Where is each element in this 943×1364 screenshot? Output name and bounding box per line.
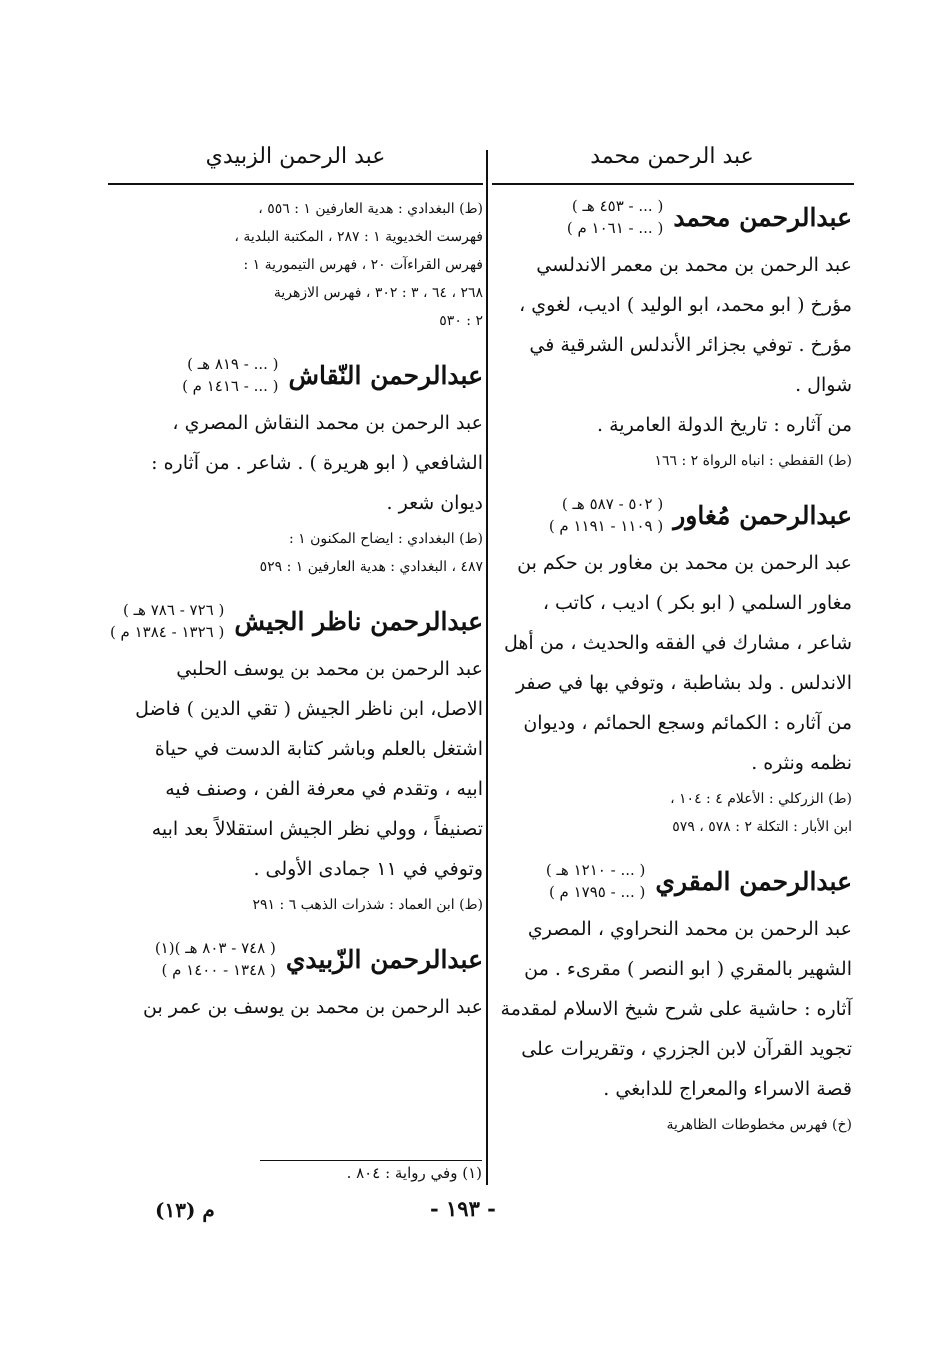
date-line: ( ١١٠٩ - ١١٩١ م ) bbox=[548, 517, 664, 535]
reference-line: (ط) الزركلي : الأعلام ٤ : ١٠٤ ، bbox=[670, 791, 852, 807]
entry-references bbox=[492, 1111, 852, 1139]
entry-name: عبدالرحمن النّقاش bbox=[288, 360, 483, 390]
entry-dates bbox=[567, 195, 663, 239]
entry-heading bbox=[492, 859, 852, 903]
entry-body bbox=[492, 543, 852, 783]
reference-line: ٤٨٧ ، البغدادي : هدية العارفين ١ : ٥٢٩ bbox=[259, 559, 483, 575]
body-line: عبد الرحمن بن محمد بن يوسف بن عمر بن bbox=[142, 996, 483, 1018]
biography-entry bbox=[492, 859, 852, 1139]
entry-body bbox=[108, 987, 483, 1027]
entry-body bbox=[492, 909, 852, 1109]
reference-line: ٢٦٨ ، ٦٤ ، ٣ : ٣٠٢ ، فهرس الازهرية bbox=[273, 285, 483, 301]
right-column-header: عبد الرحمن محمد bbox=[590, 144, 754, 169]
date-line: ( ١٣٤٨ - ١٤٠٠ م ) bbox=[161, 961, 276, 979]
date-line: ( ... - ٨١٩ هـ ) bbox=[187, 355, 279, 373]
body-line: وتوفي في ١١ جمادى الأولى . bbox=[253, 858, 483, 880]
reference-line: (خ) فهرس مخطوطات الظاهرية bbox=[666, 1117, 852, 1133]
body-line: تجويد القرآن لابن الجزري ، وتقريرات على bbox=[521, 1038, 852, 1060]
entry-body bbox=[108, 649, 483, 889]
body-line: عبد الرحمن بن محمد بن معمر الاندلسي bbox=[536, 254, 852, 276]
body-line: من آثاره : تاريخ الدولة العامرية . bbox=[597, 414, 852, 436]
entry-body bbox=[492, 245, 852, 445]
entry-references bbox=[492, 785, 852, 841]
left-column bbox=[108, 135, 483, 1045]
footnote: (١) وفي رواية : ٨٠٤ . bbox=[346, 1164, 482, 1182]
reference-line: (ط) القفطي : انباه الرواة ٢ : ١٦٦ bbox=[654, 453, 852, 469]
body-line: عبد الرحمن بن محمد النحراوي ، المصري bbox=[527, 918, 852, 940]
body-line: مؤرخ ( ابو محمد، ابو الوليد ) اديب، لغوي ، bbox=[519, 294, 852, 316]
reference-line: (ط) البغدادي : ايضاح المكنون ١ : bbox=[288, 531, 483, 547]
entry-dates bbox=[546, 859, 645, 903]
entry-dates bbox=[182, 353, 278, 397]
right-column bbox=[492, 135, 852, 1157]
body-line: عبد الرحمن بن محمد بن يوسف الحلبي bbox=[176, 658, 483, 680]
reference-line: ٢ : ٥٣٠ bbox=[439, 313, 483, 329]
body-line: الشافعي ( ابو هريرة ) . شاعر . من آثاره : bbox=[151, 452, 483, 474]
entry-dates bbox=[155, 937, 276, 981]
body-line: مؤرخ . توفي بجزائر الأندلس الشرقية في شوال . bbox=[529, 334, 852, 396]
reference-line: (ط) البغدادي : هدية العارفين ١ : ٥٥٦ ، bbox=[258, 201, 483, 217]
date-line: ( ٧٤٨ - ٨٠٣ هـ )(١) bbox=[154, 939, 276, 957]
body-line: الاصل، ابن ناظر الجيش ( تقي الدين ) فاضل bbox=[135, 698, 483, 720]
entry-name: عبدالرحمن محمد bbox=[673, 202, 852, 232]
entry-heading bbox=[492, 493, 852, 537]
date-line: ( ٥٠٢ - ٥٨٧ هـ ) bbox=[561, 495, 664, 513]
biography-entry bbox=[492, 493, 852, 841]
header-rule bbox=[492, 183, 854, 185]
header-rule bbox=[108, 183, 483, 185]
entry-name: عبدالرحمن مُغاور bbox=[673, 500, 852, 530]
body-line: اشتغل بالعلم وباشر كتابة الدست في حياة bbox=[154, 738, 483, 760]
entry-name: عبدالرحمن المقري bbox=[655, 866, 852, 896]
entry-heading bbox=[108, 599, 483, 643]
entry-references bbox=[108, 525, 483, 581]
signature-mark: م (١٣) bbox=[155, 1198, 215, 1222]
body-line: نظمه ونثره . bbox=[751, 752, 852, 774]
left-continuation-refs bbox=[108, 195, 483, 335]
reference-line: فهرست الخديوية ١ : ٢٨٧ ، المكتبة البلدية ، bbox=[234, 229, 483, 245]
entry-references bbox=[492, 447, 852, 475]
date-line: ( ... - ٤٥٣ هـ ) bbox=[571, 197, 664, 215]
left-column-header: عبد الرحمن الزبيدي bbox=[205, 144, 386, 169]
column-divider bbox=[486, 150, 488, 1185]
body-line: آثاره : حاشية على شرح شيخ الاسلام لمقدمة bbox=[500, 998, 852, 1020]
reference-line: فهرس القراءآت ٢٠ ، فهرس التيمورية ١ : bbox=[243, 257, 483, 273]
entry-heading bbox=[108, 937, 483, 981]
entry-name: عبدالرحمن ناظر الجيش bbox=[234, 606, 483, 636]
left-entries bbox=[108, 353, 483, 1027]
biography-entry bbox=[108, 353, 483, 581]
date-line: ( ١٣٢٦ - ١٣٨٤ م ) bbox=[109, 623, 225, 641]
body-line: الاندلس . ولد بشاطبة ، وتوفي بها في صفر bbox=[515, 672, 852, 694]
body-line: الشهير بالمقري ( ابو النصر ) مقرىء . من bbox=[524, 958, 852, 980]
body-line: ديوان شعر . bbox=[386, 492, 483, 514]
body-line: عبد الرحمن بن محمد النقاش المصري ، bbox=[172, 412, 483, 434]
date-line: ( ... - ١٤١٦ م ) bbox=[182, 377, 279, 395]
body-line: ابيه ، وتقدم في معرفة الفن ، وصنف فيه bbox=[165, 778, 483, 800]
right-entries bbox=[492, 195, 852, 1139]
entry-dates bbox=[110, 599, 224, 643]
entry-body bbox=[108, 403, 483, 523]
biography-entry bbox=[492, 195, 852, 475]
body-line: عبد الرحمن بن محمد بن مغاور بن حكم بن bbox=[517, 552, 852, 574]
biography-entry bbox=[108, 599, 483, 919]
page-number: - ١٩٣ - bbox=[430, 1196, 496, 1221]
body-line: مغاور السلمي ( ابو بكر ) اديب ، كاتب ، bbox=[542, 592, 852, 614]
entry-references bbox=[108, 891, 483, 919]
body-line: قصة الاسراء والمعراج للدابغي . bbox=[603, 1078, 852, 1100]
entry-dates bbox=[549, 493, 663, 537]
entry-heading bbox=[492, 195, 852, 239]
date-line: ( ... - ١٧٩٥ م ) bbox=[548, 883, 646, 901]
date-line: ( ... - ١٠٦١ م ) bbox=[566, 219, 664, 237]
body-line: تصنيفاً ، وولي نظر الجيش استقلالاً بعد ابيه bbox=[151, 818, 483, 840]
body-line: من آثاره : الكمائم وسجع الحمائم ، وديوان bbox=[523, 712, 852, 734]
footnote-rule bbox=[260, 1160, 482, 1161]
body-line: شاعر ، مشارك في الفقه والحديث ، من أهل bbox=[503, 632, 852, 654]
reference-line: (ط) ابن العماد : شذرات الذهب ٦ : ٢٩١ bbox=[252, 897, 483, 913]
reference-line: ابن الأبار : التكلة ٢ : ٥٧٨ ، ٥٧٩ bbox=[672, 819, 852, 835]
entry-heading bbox=[108, 353, 483, 397]
date-line: ( ٧٢٦ - ٧٨٦ هـ ) bbox=[123, 601, 225, 619]
date-line: ( ... - ١٢١٠ هـ ) bbox=[545, 861, 646, 879]
entry-name: عبدالرحمن الزّبيدي bbox=[285, 944, 483, 974]
biography-entry bbox=[108, 937, 483, 1027]
